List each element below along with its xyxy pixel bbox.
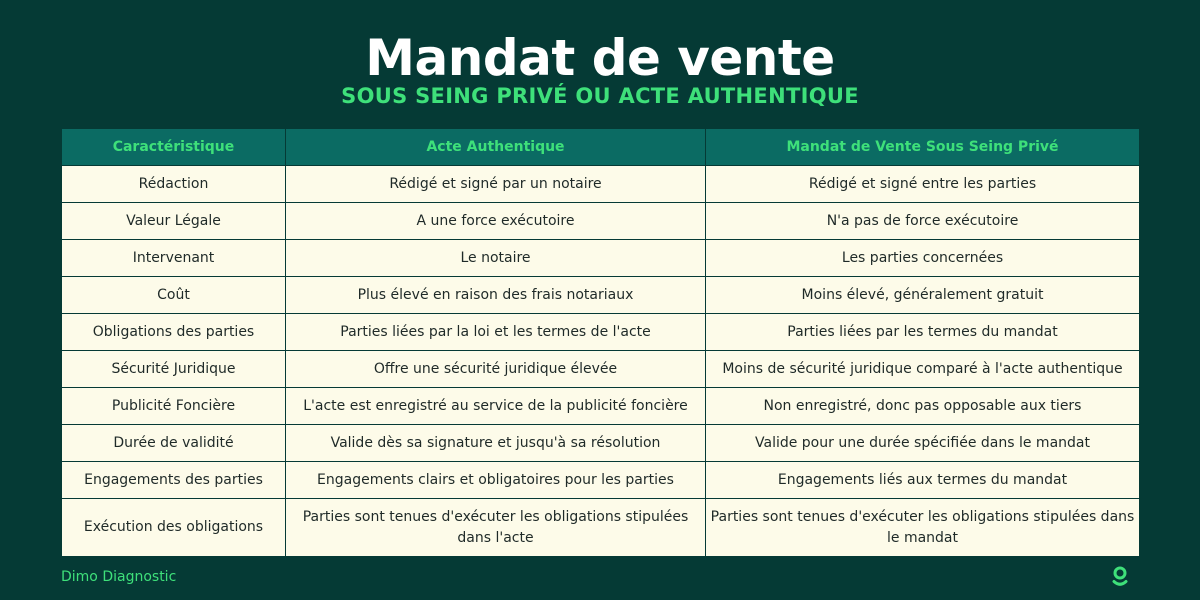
row-ssp-value: Les parties concernées <box>706 240 1140 277</box>
header-acte-authentique: Acte Authentique <box>286 129 706 166</box>
row-acte-value: L'acte est enregistré au service de la publicité foncière <box>286 388 706 425</box>
footer-brand-name: Dimo Diagnostic <box>61 569 177 585</box>
row-ssp-value: Parties sont tenues d'exécuter les obligations stipulées dans le mandat <box>706 499 1140 557</box>
row-ssp-value: Moins élevé, généralement gratuit <box>706 277 1140 314</box>
row-label: Rédaction <box>62 166 286 203</box>
table-header-row <box>62 129 1140 166</box>
table-row <box>62 240 1140 277</box>
table-row <box>62 351 1140 388</box>
row-acte-value: Valide dès sa signature et jusqu'à sa résolution <box>286 425 706 462</box>
dimo-logo-icon <box>1112 566 1128 588</box>
table-row <box>62 314 1140 351</box>
row-ssp-value: Rédigé et signé entre les parties <box>706 166 1140 203</box>
row-label: Coût <box>62 277 286 314</box>
row-label: Publicité Foncière <box>62 388 286 425</box>
header-caracteristique: Caractéristique <box>62 129 286 166</box>
row-ssp-value: Moins de sécurité juridique comparé à l'acte authentique <box>706 351 1140 388</box>
row-label: Valeur Légale <box>62 203 286 240</box>
row-ssp-value: Parties liées par les termes du mandat <box>706 314 1140 351</box>
row-acte-value: Rédigé et signé par un notaire <box>286 166 706 203</box>
row-ssp-value: Valide pour une durée spécifiée dans le mandat <box>706 425 1140 462</box>
row-label: Exécution des obligations <box>62 499 286 557</box>
table-row <box>62 425 1140 462</box>
table-row <box>62 462 1140 499</box>
row-acte-value: Parties liées par la loi et les termes de l'acte <box>286 314 706 351</box>
table-row <box>62 166 1140 203</box>
row-acte-value: Offre une sécurité juridique élevée <box>286 351 706 388</box>
row-acte-value: Engagements clairs et obligatoires pour les parties <box>286 462 706 499</box>
table-row <box>62 277 1140 314</box>
comparison-table-container <box>61 128 1139 556</box>
row-acte-value: Le notaire <box>286 240 706 277</box>
table-row <box>62 203 1140 240</box>
row-label: Intervenant <box>62 240 286 277</box>
table-row <box>62 499 1140 557</box>
row-label: Sécurité Juridique <box>62 351 286 388</box>
page-subtitle: SOUS SEING PRIVÉ OU ACTE AUTHENTIQUE <box>341 84 859 108</box>
comparison-table <box>61 128 1140 557</box>
row-ssp-value: Non enregistré, donc pas opposable aux tiers <box>706 388 1140 425</box>
row-acte-value: A une force exécutoire <box>286 203 706 240</box>
row-label: Durée de validité <box>62 425 286 462</box>
page-title: Mandat de vente <box>365 29 835 87</box>
row-label: Obligations des parties <box>62 314 286 351</box>
row-acte-value: Plus élevé en raison des frais notariaux <box>286 277 706 314</box>
row-ssp-value: Engagements liés aux termes du mandat <box>706 462 1140 499</box>
row-label: Engagements des parties <box>62 462 286 499</box>
header-sous-seing-prive: Mandat de Vente Sous Seing Privé <box>706 129 1140 166</box>
row-ssp-value: N'a pas de force exécutoire <box>706 203 1140 240</box>
table-row <box>62 388 1140 425</box>
row-acte-value: Parties sont tenues d'exécuter les obligations stipulées dans l'acte <box>286 499 706 557</box>
